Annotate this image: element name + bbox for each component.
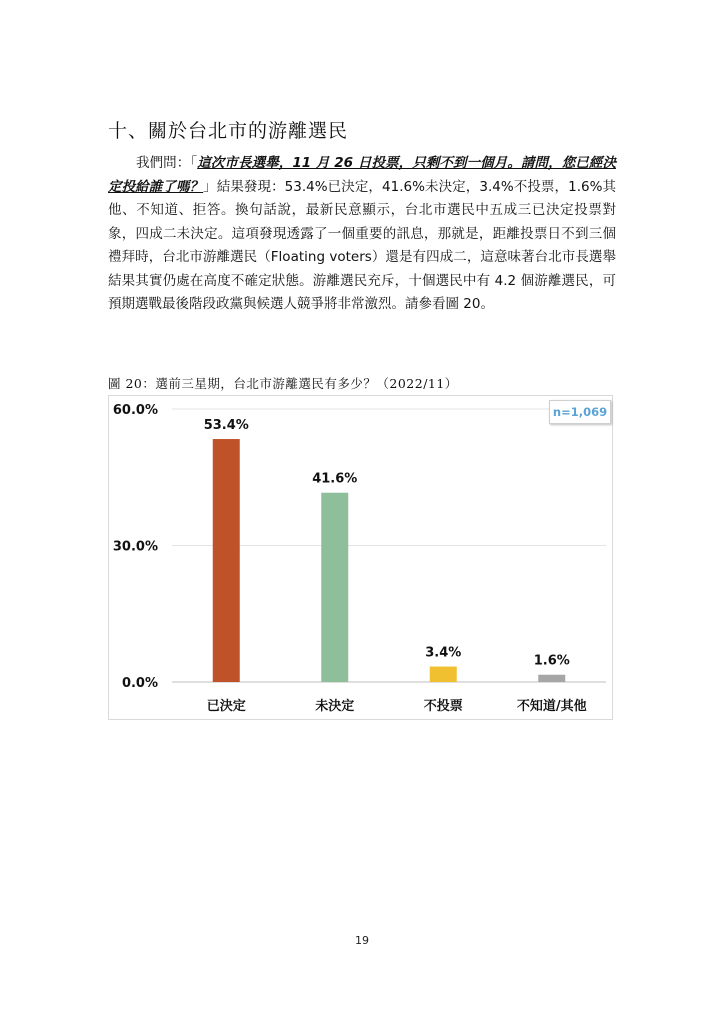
bar-2 <box>321 493 348 682</box>
bar-1 <box>213 439 240 682</box>
data-label: 41.6% <box>312 471 358 487</box>
paragraph-lead: 我們問：「 <box>136 155 198 171</box>
data-label: 1.6% <box>533 653 570 669</box>
bar-4 <box>538 675 565 682</box>
x-tick-label: 不知道/其他 <box>516 699 587 714</box>
x-tick-label: 未決定 <box>315 699 355 714</box>
survey-question: 這次市長選舉，11 月 26 日投票，只剩不到一個月。請問，您已經決定投給誰了嗎？ <box>108 155 616 195</box>
y-tick-label: 30.0% <box>112 539 158 555</box>
section-heading: 十、關於台北市的游離選民 <box>108 120 349 142</box>
page-number: 19 <box>355 934 369 947</box>
y-tick-label: 60.0% <box>112 403 158 418</box>
x-tick-label: 已決定 <box>206 699 246 714</box>
paragraph-body: 」結果發現：53.4%已決定，41.6%未決定，3.4%不投票，1.6%其他、不知道、拒答。換句話說，最新民意顯示，台北市選民中五成三已決定投票對象，四成二未決定。這項發現透露了一個重要的訊息，那就是，距離投票日不到三個禮拜時，台北市游離選民（Floating voters）還是有四成二，這意味著台北市長選舉結果其實仍處在高度不確定狀態。游離選民充斥，十個選民中有 4.2 個游離選民，可預期選戰最後階段政黨與候選人競爭將非常激烈。請參看圖 20。 <box>108 178 616 312</box>
bar-3 <box>430 667 457 682</box>
data-label: 3.4% <box>425 645 462 661</box>
sample-size-badge: n=1,069 <box>549 400 611 424</box>
x-tick-label: 不投票 <box>423 699 463 714</box>
figure-caption: 圖 20：選前三星期，台北市游離選民有多少？（2022/11） <box>108 376 458 391</box>
data-label: 53.4% <box>203 418 249 434</box>
y-tick-label: 0.0% <box>121 676 158 691</box>
